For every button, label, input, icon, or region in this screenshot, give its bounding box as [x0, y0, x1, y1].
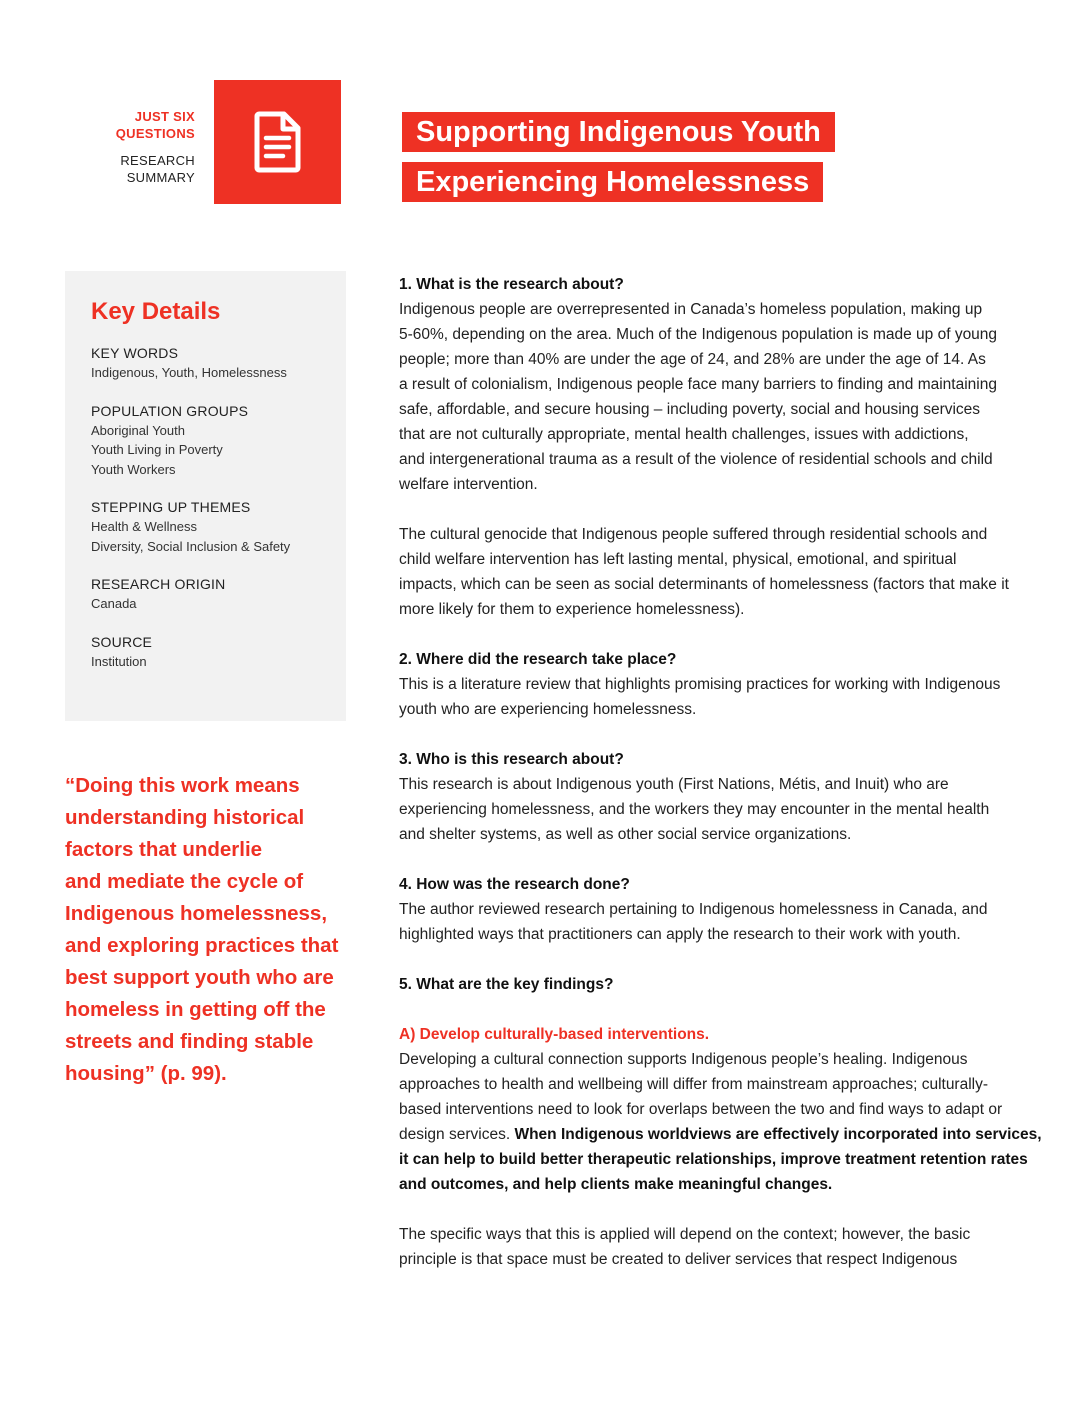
body-line: youth who are experiencing homelessness. — [399, 701, 697, 718]
group-value: Indigenous, Youth, Homelessness — [91, 365, 287, 380]
group-value: Canada — [91, 596, 137, 611]
question-2-heading: 2. Where did the research take place? — [399, 651, 677, 668]
body-line: highlighted ways that practitioners can apply the research to their work with youth. — [399, 926, 961, 943]
group-label: POPULATION GROUPS — [91, 402, 249, 419]
pull-quote — [65, 770, 339, 1090]
quote-line: and exploring practices that — [65, 934, 339, 957]
brand-block — [116, 108, 195, 186]
body-line: The cultural genocide that Indigenous people suffered through residential schools and — [399, 526, 988, 543]
brand-line: QUESTIONS — [115, 126, 195, 141]
question-5-heading: 5. What are the key findings? — [399, 976, 614, 993]
source-group — [91, 633, 341, 672]
body-line — [399, 1122, 1042, 1147]
emphasis-text: and outcomes, and help clients make meaningful changes. — [399, 1176, 833, 1193]
body-line: and shelter systems, as well as other social service organizations. — [399, 826, 852, 843]
body-line: approaches to health and wellbeing will differ from mainstream approaches; culturally- — [399, 1076, 989, 1093]
body-line: experiencing homelessness, and the workers they may encounter in the mental health — [399, 801, 990, 818]
quote-line: “Doing this work means — [65, 774, 300, 797]
group-label: SOURCE — [91, 633, 153, 650]
quote-line: factors that underlie — [65, 838, 263, 861]
page-title — [402, 112, 835, 202]
document-type — [116, 152, 195, 186]
question-4-heading: 4. How was the research done? — [399, 876, 630, 893]
quote-line: best support youth who are — [65, 966, 334, 989]
body-line: a result of colonialism, Indigenous people face many barriers to finding and maintaining — [399, 376, 997, 393]
body-line: 5-60%, depending on the area. Much of the Indigenous population is made up of young — [399, 326, 998, 343]
body-line: more likely for them to experience homelessness). — [399, 601, 745, 618]
body-line: welfare intervention. — [399, 476, 538, 493]
body-line — [399, 1172, 1009, 1197]
question-3-heading: 3. Who is this research about? — [399, 751, 624, 768]
body-line: and intergenerational trauma as a result of the violence of residential schools and child — [399, 451, 993, 468]
key-details-heading: Key Details — [91, 298, 221, 325]
body-line: Developing a cultural connection supports Indigenous people’s healing. Indigenous — [399, 1051, 968, 1068]
brand-line: JUST SIX — [134, 109, 195, 124]
quote-line: Indigenous homelessness, — [65, 902, 328, 925]
body-line: impacts, which can be seen as social determinants of homelessness (factors that make it — [399, 576, 1009, 593]
group-value: Diversity, Social Inclusion & Safety — [91, 538, 291, 554]
body-line: The specific ways that this is applied will depend on the context; however, the basic — [399, 1226, 971, 1243]
type-line: SUMMARY — [126, 170, 195, 185]
body-line: The author reviewed research pertaining to Indigenous homelessness in Canada, and — [399, 901, 988, 918]
question-1-heading: 1. What is the research about? — [399, 276, 624, 293]
emphasis-text: When Indigenous worldviews are effectively incorporated into services, — [514, 1126, 1042, 1143]
group-label: STEPPING UP THEMES — [91, 499, 251, 515]
body-line — [399, 1147, 1028, 1172]
finding-a-heading: A) Develop culturally-based interventions. — [399, 1026, 710, 1043]
population-groups-group — [91, 402, 341, 480]
body-line: based interventions need to look for overlaps between the two and find ways to adapt or — [399, 1101, 1003, 1118]
quote-line: streets and finding stable — [65, 1030, 314, 1053]
document-icon — [253, 111, 303, 173]
type-line: RESEARCH — [120, 153, 195, 168]
emphasis-text: it can help to build better therapeutic relationships, improve treatment retention rates — [399, 1151, 1028, 1168]
body-line: people; more than 40% are under the age of 24, and 28% are under the age of 14. As — [399, 351, 986, 368]
key-words-group — [91, 344, 341, 383]
quote-line: and mediate the cycle of — [65, 870, 304, 893]
group-value: Youth Living in Poverty — [91, 442, 223, 457]
body-text: design services. — [399, 1126, 515, 1143]
stepping-up-themes-group — [91, 498, 341, 556]
body-line: Indigenous people are overrepresented in Canada’s homeless population, making up — [399, 301, 983, 318]
group-value: Institution — [91, 653, 147, 669]
group-value: Aboriginal Youth — [91, 422, 185, 438]
brand-title — [116, 108, 195, 142]
key-details-panel — [65, 271, 346, 721]
quote-line: understanding historical — [65, 806, 305, 829]
body-line: safe, affordable, and secure housing – including poverty, social and housing services — [399, 401, 981, 418]
document-icon-box — [214, 80, 341, 204]
group-label: KEY WORDS — [91, 345, 179, 361]
quote-line: homeless in getting off the — [65, 998, 326, 1021]
body-line: principle is that space must be created to deliver services that respect Indigenous — [399, 1251, 958, 1268]
group-value: Youth Workers — [91, 461, 176, 477]
body-line: child welfare intervention has left lasting mental, physical, emotional, and spiritual — [399, 551, 957, 568]
title-line-2: Experiencing Homelessness — [402, 162, 823, 202]
title-line-1: Supporting Indigenous Youth — [402, 112, 835, 152]
group-value: Health & Wellness — [91, 519, 197, 534]
body-line: This research is about Indigenous youth (First Nations, Métis, and Inuit) who are — [399, 776, 949, 793]
main-content — [399, 272, 1042, 1272]
body-line: that are not culturally appropriate, mental health challenges, issues with addictions, — [399, 426, 969, 443]
quote-line: housing” (p. 99). — [65, 1062, 227, 1085]
research-origin-group — [91, 575, 341, 614]
group-label: RESEARCH ORIGIN — [91, 576, 226, 592]
body-line: This is a literature review that highlights promising practices for working with Indigenous — [399, 676, 1001, 693]
